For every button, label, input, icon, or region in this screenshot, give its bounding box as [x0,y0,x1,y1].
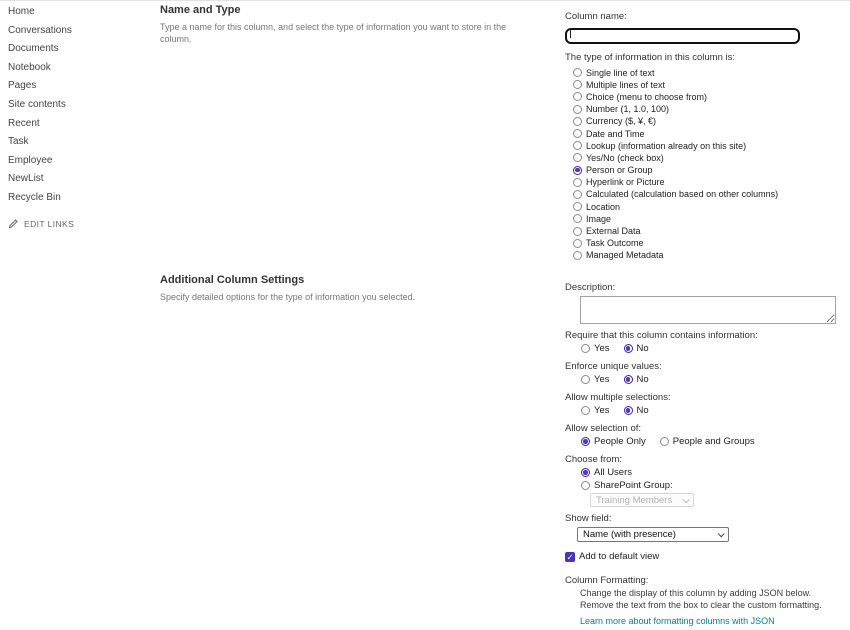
type-option-managed-metadata[interactable] [565,249,843,261]
type-option-label: Lookup (information already on this site) [586,140,747,151]
type-option-lookup[interactable] [565,140,843,152]
radio-icon[interactable] [581,406,590,415]
allow-selection-of-label: Allow selection of: [565,423,642,434]
selection-of-radio-group [573,435,843,448]
column-type-list [565,67,843,262]
allow-multiple-radio-group [573,404,843,417]
column-name-label: Column name: [565,11,627,22]
column-formatting-help-line-1: Change the display of this column by adding JSON below. [580,588,812,598]
sharepoint-group-select [590,493,694,507]
pencil-icon [8,219,18,229]
show-field-label: Show field: [565,513,612,524]
enforce-unique-label: Enforce unique values: [565,361,662,372]
sidebar-item-employee[interactable]: Employee [8,154,53,166]
checkbox-checked-icon [565,552,575,562]
radio-icon [573,239,582,248]
radio-icon [573,251,582,260]
type-option-calculated[interactable] [565,188,843,200]
radio-icon-selected[interactable] [581,437,590,446]
type-prompt-label: The type of information in this column is: [565,51,736,63]
name-and-type-section-description [160,4,555,45]
column-name-input-wrap [565,25,800,44]
radio-icon [573,80,582,89]
type-option-label: Image [586,213,612,224]
sidebar-item-home[interactable]: Home [8,6,35,17]
radio-icon-selected [581,468,590,477]
type-option-label: External Data [586,226,641,237]
type-option-image[interactable] [565,213,843,225]
radio-icon [573,227,582,236]
radio-icon [581,481,590,490]
chevron-down-icon [683,496,690,503]
section-description-additional-settings: Specify detailed options for the type of information you selected. [160,292,416,302]
no-option-label[interactable]: No [636,374,649,385]
description-textarea[interactable] [580,296,836,324]
allow-multiple-label: Allow multiple selections: [565,392,671,403]
edit-links-button[interactable] [8,219,148,229]
type-option-label: Task Outcome [586,238,644,249]
radio-icon-selected[interactable] [624,344,633,353]
type-option-label: Hyperlink or Picture [586,177,665,188]
add-to-default-view-label: Add to default view [579,551,660,562]
type-option-choice[interactable] [565,91,843,103]
type-option-label: Location [586,201,621,212]
radio-icon-selected[interactable] [624,375,633,384]
type-option-label: Date and Time [586,128,645,139]
yes-option-label[interactable]: Yes [594,343,610,354]
all-users-option-label: All Users [594,467,633,478]
name-and-type-section-controls [565,11,843,262]
sidebar-item-site-contents[interactable]: Site contents [8,98,66,110]
choose-from-label: Choose from: [565,454,623,465]
radio-icon [573,153,582,162]
type-option-label: Person or Group [586,165,653,176]
require-info-label: Require that this column contains information: [565,330,758,341]
radio-icon [573,141,582,150]
formatting-columns-json-link[interactable]: Learn more about formatting columns with JSON [580,616,775,626]
radio-icon [573,129,582,138]
radio-icon [573,178,582,187]
type-option-label: Choice (menu to choose from) [586,91,708,102]
column-name-input[interactable] [565,28,800,44]
sidebar-item-newlist[interactable]: NewList [8,173,44,185]
type-option-label: Number (1, 1.0, 100) [586,104,670,115]
people-and-groups-option-label[interactable]: People and Groups [672,436,755,447]
radio-icon [573,92,582,101]
sharepoint-group-option-label: SharePoint Group: [594,480,673,491]
section-title-name-and-type: Name and Type [160,4,241,16]
description-label: Description: [565,282,616,293]
radio-icon [573,190,582,199]
additional-settings-section-controls [565,282,843,630]
sidebar-item-recycle-bin[interactable]: Recycle Bin [8,191,61,203]
column-formatting-label: Column Formatting: [565,575,649,586]
type-option-single-line-of-text[interactable] [565,67,843,79]
additional-settings-section-description [160,274,555,304]
type-option-location[interactable] [565,201,843,213]
show-field-select[interactable] [577,527,729,542]
radio-icon[interactable] [660,437,669,446]
sidebar-item-notebook[interactable]: Notebook [8,61,51,73]
type-option-hyperlink-or-picture[interactable] [565,176,843,188]
sidebar-item-task[interactable]: Task [8,136,29,148]
type-option-external-data[interactable] [565,225,843,237]
type-option-label: Yes/No (check box) [586,152,664,163]
chevron-down-icon [718,530,725,537]
type-option-label: Currency ($, ¥, €) [586,116,657,127]
edit-links-label: EDIT LINKS [24,218,75,229]
text-caret [570,28,571,38]
column-formatting-help-line-2: Remove the text from the box to clear the custom formatting. [580,600,822,610]
choose-from-all-users-option[interactable] [573,466,843,479]
type-option-label: Single line of text [586,67,655,78]
choose-from-sharepoint-group-option[interactable] [573,479,843,492]
no-option-label[interactable]: No [636,405,649,416]
radio-icon[interactable] [581,344,590,353]
radio-icon-selected [573,166,582,175]
sidebar-item-recent[interactable]: Recent [8,117,40,129]
sidebar-item-conversations[interactable]: Conversations [8,24,72,36]
section-description-name-and-type: Type a name for this column, and select the type of information you want to store in the column. [160,22,507,44]
radio-icon [573,117,582,126]
sidebar-item-pages[interactable]: Pages [8,80,37,92]
add-to-default-view-row[interactable] [565,550,843,563]
type-option-task-outcome[interactable] [565,237,843,249]
no-option-label[interactable]: No [636,343,649,354]
yes-option-label[interactable]: Yes [594,405,610,416]
type-option-label: Multiple lines of text [586,79,666,90]
radio-icon [573,105,582,114]
section-title-additional-settings: Additional Column Settings [160,274,305,286]
radio-icon[interactable] [581,375,590,384]
show-field-select-value: Name (with presence) [583,529,676,540]
yes-option-label[interactable]: Yes [594,374,610,385]
radio-icon-selected[interactable] [624,406,633,415]
require-info-radio-group [573,342,843,355]
enforce-unique-radio-group [573,373,843,386]
type-option-yes-no[interactable] [565,152,843,164]
type-option-date-and-time[interactable] [565,127,843,139]
people-only-option-label[interactable]: People Only [594,436,646,447]
sharepoint-group-select-value: Training Members [596,494,673,506]
type-option-currency[interactable] [565,115,843,127]
sidebar [8,3,148,229]
radio-icon [573,68,582,77]
type-option-label: Managed Metadata [586,250,664,261]
type-option-multiple-lines-of-text[interactable] [565,79,843,91]
type-option-number[interactable] [565,103,843,115]
radio-icon [573,214,582,223]
sidebar-item-documents[interactable]: Documents [8,43,59,55]
type-option-person-or-group[interactable] [565,164,843,176]
radio-icon [573,202,582,211]
type-option-label: Calculated (calculation based on other columns) [586,189,779,200]
